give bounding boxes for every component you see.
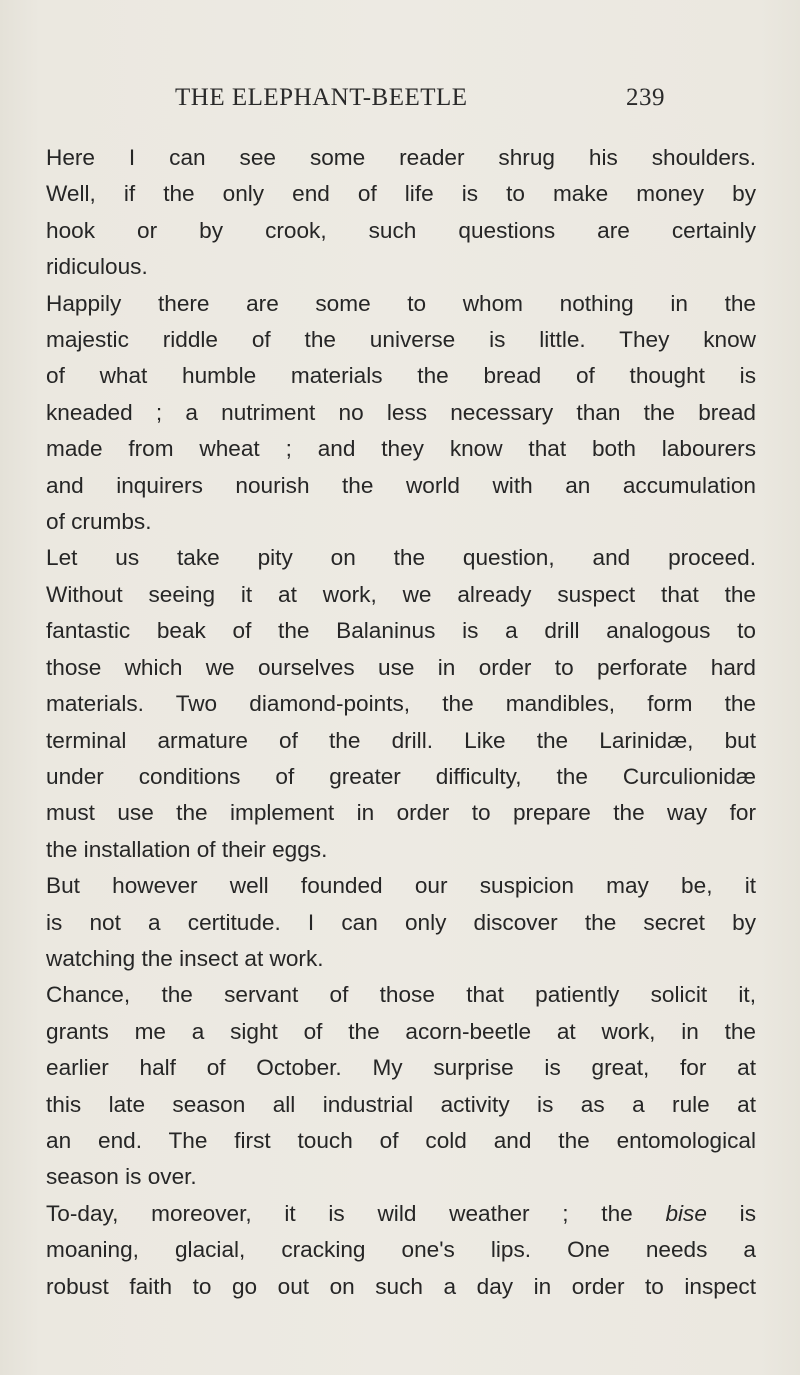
- text-line: of crumbs.: [46, 509, 152, 535]
- text-line: is not a certitude. I can only discover the secret by: [46, 909, 756, 935]
- italic-term: bise: [665, 1200, 707, 1226]
- text-line: Well, if the only end of life is to make money by: [46, 181, 756, 207]
- text-line: must use the implement in order to prepare the way for: [46, 800, 756, 826]
- text-line: materials. Two diamond-points, the mandibles, form the: [46, 691, 756, 717]
- text-line: But however well founded our suspicion may be, it: [46, 873, 756, 899]
- paragraph: [46, 868, 756, 977]
- running-head: [175, 84, 665, 124]
- text-line: majestic riddle of the universe is little. They know: [46, 327, 756, 353]
- text-line: ridiculous.: [46, 254, 148, 280]
- text-line: and inquirers nourish the world with an accumulation: [46, 472, 756, 498]
- text-line: Happily there are some to whom nothing in the: [46, 290, 756, 316]
- text-line: robust faith to go out on such a day in order to inspect: [46, 1273, 756, 1299]
- paragraph: [46, 1196, 756, 1305]
- text-line: moaning, glacial, cracking one's lips. One needs a: [46, 1237, 756, 1263]
- text-line: an end. The first touch of cold and the entomological: [46, 1127, 756, 1153]
- paragraph: [46, 286, 756, 541]
- text-line: made from wheat ; and they know that both labourers: [46, 436, 756, 462]
- text-line: this late season all industrial activity is as a rule at: [46, 1091, 756, 1117]
- text-line: [46, 1196, 756, 1232]
- text-line: Here I can see some reader shrug his shoulders.: [46, 145, 756, 170]
- text-line: fantastic beak of the Balaninus is a drill analogous to: [46, 618, 756, 644]
- text-line: of what humble materials the bread of thought is: [46, 363, 756, 389]
- text-line: under conditions of greater difficulty, the Curculionidæ: [46, 763, 756, 789]
- page-number: 239: [626, 84, 665, 111]
- body-text: [46, 140, 756, 1305]
- paragraph: [46, 977, 756, 1195]
- text-line: terminal armature of the drill. Like the Larinidæ, but: [46, 727, 756, 753]
- text-line: earlier half of October. My surprise is great, for at: [46, 1055, 756, 1081]
- text-line: hook or by crook, such questions are certainly: [46, 217, 756, 243]
- text-line: kneaded ; a nutriment no less necessary than the bread: [46, 399, 756, 425]
- text-line: watching the insect at work.: [46, 945, 324, 971]
- text-fragment: is: [706, 1200, 756, 1226]
- text-line: the installation of their eggs.: [46, 836, 328, 862]
- text-line: those which we ourselves use in order to perforate hard: [46, 654, 756, 680]
- paragraph: [46, 140, 756, 286]
- text-line: grants me a sight of the acorn-beetle at work, in the: [46, 1018, 756, 1044]
- text-line: Let us take pity on the question, and proceed.: [46, 545, 756, 571]
- text-fragment: To-day, moreover, it is wild weather ; the: [46, 1200, 666, 1226]
- text-line: Without seeing it at work, we already suspect that the: [46, 581, 756, 607]
- text-line: season is over.: [46, 1164, 197, 1190]
- text-line: Chance, the servant of those that patiently solicit it,: [46, 982, 756, 1008]
- paragraph: [46, 540, 756, 868]
- running-title: THE ELEPHANT-BEETLE: [175, 84, 468, 111]
